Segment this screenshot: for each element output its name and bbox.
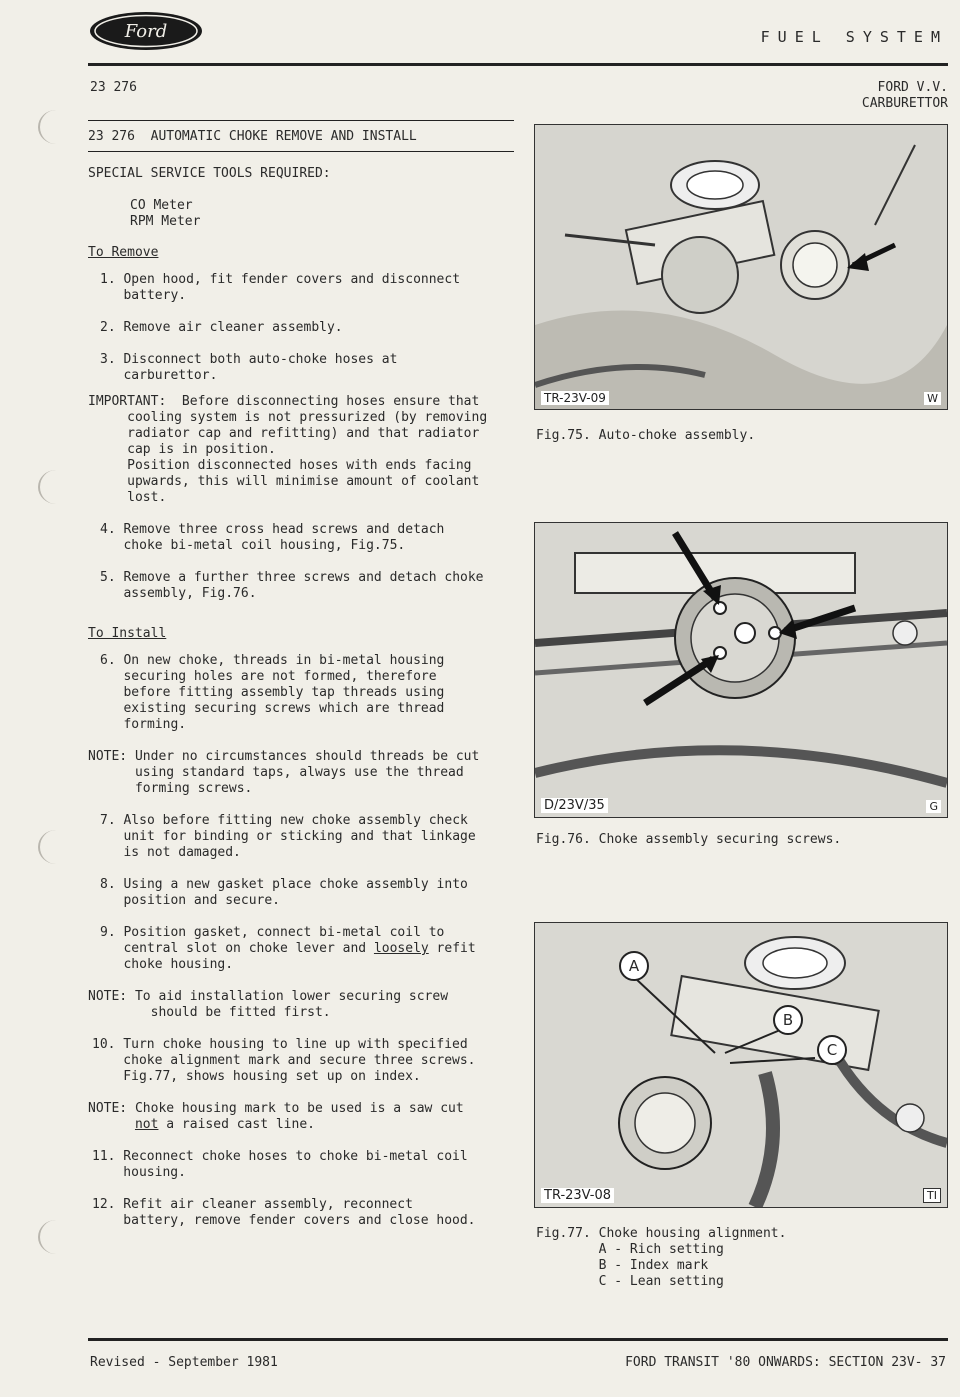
figure-76-mark: G: [926, 800, 941, 813]
section-title: FUEL SYSTEM: [760, 28, 948, 46]
model-line-2: CARBURETTOR: [861, 96, 948, 111]
binder-hole: [38, 110, 74, 144]
step-9-text-b: refit choke housing.: [123, 941, 476, 972]
model-block: [862, 80, 948, 112]
step-8: 8. Using a new gasket place choke assembly into position and secure.: [100, 877, 468, 908]
figure-77-image: [534, 922, 948, 1208]
figure-75-image: [534, 124, 948, 410]
binder-hole: [38, 830, 74, 864]
figure-76-code: D/23V/35: [541, 798, 608, 813]
figure-77-mark: TI: [923, 1188, 941, 1203]
step-7: 7. Also before fitting new choke assembly check unit for binding or sticking and that linkage is not damaged.: [100, 813, 476, 860]
note-3-text-a: NOTE: Choke housing mark to be used is a saw cut: [88, 1101, 464, 1116]
remove-heading: To Remove: [88, 245, 159, 260]
step-5: 5. Remove a further three screws and detach choke assembly, Fig.76.: [100, 570, 484, 601]
section-reference: FORD TRANSIT '80 ONWARDS: SECTION 23V- 37: [625, 1355, 946, 1370]
ford-logo: [88, 10, 204, 52]
step-10: 10. Turn choke housing to line up with specified choke alignment mark and secure three screws. Fig.77, shows housing set up on index.: [92, 1037, 476, 1084]
procedure-heading: 23 276 AUTOMATIC CHOKE REMOVE AND INSTALL: [88, 129, 417, 144]
tool-item: RPM Meter: [130, 214, 201, 229]
note-3: [88, 1101, 518, 1133]
figure-77-caption: Fig.77. Choke housing alignment. A - Rich setting B - Index mark C - Lean setting: [536, 1226, 787, 1289]
step-9: [88, 925, 518, 973]
important-note: IMPORTANT: Before disconnecting hoses ensure that cooling system is not pressurized (by removing radiator cap and refitting) and that radiator cap is in position. Position disconnected hoses with ends facing upwards, this will minimise amount of coolant lost.: [88, 394, 488, 505]
step-4: 4. Remove three cross head screws and detach choke bi-metal coil housing, Fig.75.: [100, 522, 445, 553]
tools-heading: SPECIAL SERVICE TOOLS REQUIRED:: [88, 166, 331, 181]
step-3: 3. Disconnect both auto-choke hoses at carburettor.: [100, 352, 398, 383]
label-b: B: [773, 1005, 803, 1035]
figure-75-mark: W: [924, 392, 941, 405]
step-1: 1. Open hood, fit fender covers and disconnect battery.: [100, 272, 461, 303]
step-12: 12. Refit air cleaner assembly, reconnect battery, remove fender covers and close hood.: [92, 1197, 476, 1228]
logo-text: Ford: [124, 21, 168, 42]
binder-hole: [38, 1220, 74, 1254]
step-9-text-a: 9. Position gasket, connect bi-metal coil to central slot on choke lever and: [100, 925, 445, 956]
figure-75-code: TR-23V-09: [541, 391, 609, 405]
install-heading: To Install: [88, 626, 167, 641]
heading-rule-bottom: [88, 151, 514, 152]
footer-rule: [88, 1338, 948, 1341]
revision-date: Revised - September 1981: [90, 1355, 278, 1370]
header-rule: [88, 63, 948, 66]
note-1: NOTE: Under no circumstances should threads be cut using standard taps, always use the thread forming screws.: [88, 749, 480, 796]
figure-76-image: [534, 522, 948, 818]
step-2: 2. Remove air cleaner assembly.: [100, 320, 343, 335]
figure-76-caption: Fig.76. Choke assembly securing screws.: [536, 832, 842, 847]
tool-item: CO Meter: [130, 198, 193, 213]
step-6: 6. On new choke, threads in bi-metal housing securing holes are not formed, therefore before fitting assembly tap threads using existing securing screws which are thread forming.: [100, 653, 445, 732]
figure-75-caption: Fig.75. Auto-choke assembly.: [536, 428, 756, 443]
procedure-column: [88, 120, 518, 1229]
note-3-text-b: a raised cast line.: [158, 1117, 315, 1132]
figure-77-code: TR-23V-08: [541, 1188, 614, 1203]
binder-hole: [38, 470, 74, 504]
label-a: A: [619, 951, 649, 981]
note-2: NOTE: To aid installation lower securing screw should be fitted first.: [88, 989, 449, 1020]
note-3-not: not: [134, 1117, 159, 1132]
step-11: 11. Reconnect choke hoses to choke bi-metal coil housing.: [92, 1149, 468, 1180]
page-code: 23 276: [90, 80, 137, 95]
model-line-1: FORD V.V.: [877, 80, 948, 95]
step-9-loosely: loosely: [373, 941, 429, 956]
label-c: C: [817, 1035, 847, 1065]
